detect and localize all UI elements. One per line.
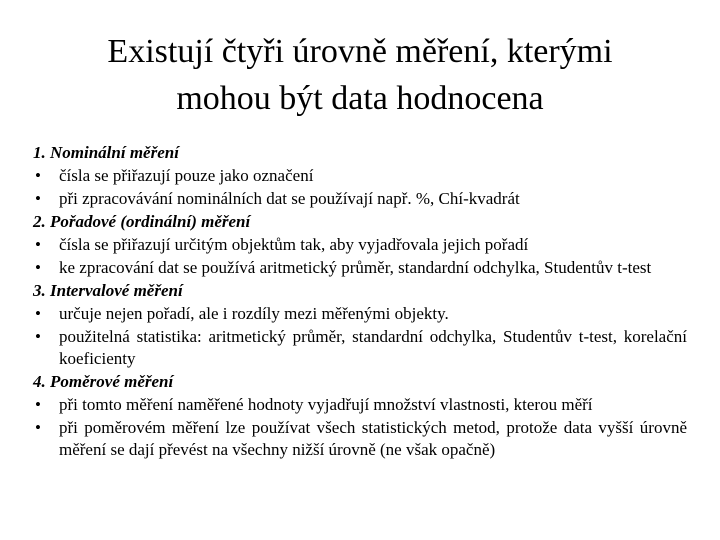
section-heading-interval: 3. Intervalové měření xyxy=(33,281,183,300)
bullet-text: použitelná statistika: aritmetický průměr, standardní odchylka, Studentův t-test, korelační koeficienty xyxy=(59,327,687,368)
section-heading-nominal: 1. Nominální měření xyxy=(33,143,179,162)
bullet-icon: • xyxy=(35,189,41,208)
slide-content xyxy=(33,142,687,462)
bullet-item xyxy=(33,303,687,325)
slide-title xyxy=(40,28,680,122)
bullet-icon: • xyxy=(35,327,41,346)
bullet-text: při poměrovém měření lze používat všech statistických metod, protože data vyšší úrovně měření se dají převést na všechny nižší úrovně (ne však opačně) xyxy=(59,418,687,459)
section-heading-ordinal: 2. Pořadové (ordinální) měření xyxy=(33,212,251,231)
bullet-item xyxy=(33,257,687,279)
slide-title-line-2: mohou být data hodnocena xyxy=(176,80,544,117)
bullet-item xyxy=(33,394,687,416)
bullet-item xyxy=(33,234,687,256)
bullet-text: čísla se přiřazují určitým objektům tak, aby vyjadřovala jejich pořadí xyxy=(59,235,529,254)
slide-title-line-1: Existují čtyři úrovně měření, kterými xyxy=(107,33,613,70)
bullet-icon: • xyxy=(35,166,41,185)
bullet-text: určuje nejen pořadí, ale i rozdíly mezi měřenými objekty. xyxy=(59,304,449,323)
bullet-item xyxy=(33,165,687,187)
bullet-item xyxy=(33,326,687,370)
bullet-icon: • xyxy=(35,395,41,414)
bullet-item xyxy=(33,188,687,210)
bullet-text: čísla se přiřazují pouze jako označení xyxy=(59,166,314,185)
section-heading-ratio: 4. Poměrové měření xyxy=(33,372,174,391)
bullet-icon: • xyxy=(35,235,41,254)
bullet-item xyxy=(33,417,687,461)
bullet-text: při tomto měření naměřené hodnoty vyjadřují množství vlastnosti, kterou měří xyxy=(59,395,593,414)
bullet-text: při zpracovávání nominálních dat se používají např. %, Chí-kvadrát xyxy=(59,189,520,208)
bullet-icon: • xyxy=(35,304,41,323)
bullet-icon: • xyxy=(35,418,41,437)
bullet-text: ke zpracování dat se používá aritmetický průměr, standardní odchylka, Studentův t-test xyxy=(59,258,652,277)
bullet-icon: • xyxy=(35,258,41,277)
